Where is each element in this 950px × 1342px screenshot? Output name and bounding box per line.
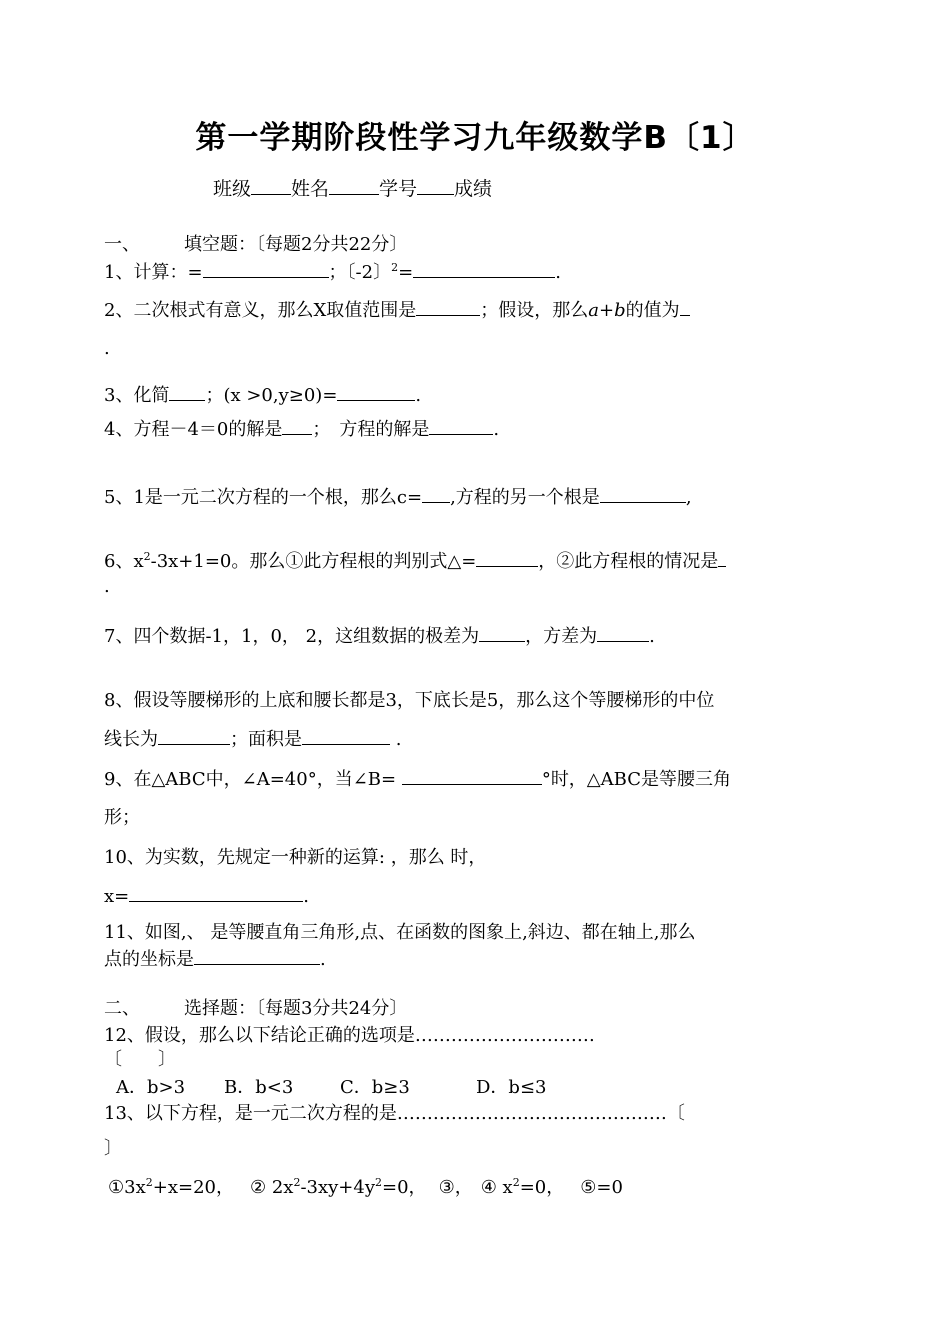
question-9-end (104, 803, 140, 829)
q13-equation-2 (250, 1177, 427, 1198)
question-1 (104, 258, 561, 284)
q6-text-c: ，②此方程根的情况是 (538, 551, 719, 572)
q8-text-b: 线长为 (104, 729, 158, 750)
q10-answer-post (267, 882, 303, 902)
q13-equation-4 (481, 1177, 565, 1198)
question-4 (104, 415, 499, 441)
student-info-line (213, 174, 492, 201)
q3-text-b: ；(x >0,y≥0)= (205, 385, 338, 406)
question-2 (104, 296, 690, 322)
q2-answer-1[interactable] (416, 296, 480, 316)
q7-text-c: . (649, 626, 655, 647)
question-9 (104, 765, 731, 791)
q13-equation-1 (108, 1177, 234, 1198)
q12-option-c[interactable]: C．b≥3 (340, 1077, 410, 1098)
q13-e4-a: ④ x (480, 1177, 513, 1198)
q11-text-c: . (320, 949, 326, 970)
q13-e4-b: =0， (519, 1177, 565, 1198)
q2-var-b: b (614, 300, 626, 321)
q3-text-a: 3、化简 (104, 385, 170, 406)
q3-answer-2[interactable] (337, 381, 415, 401)
q11-text-a: 11、如图,、 是等腰直角三角形,点、在函数的图象上,斜边、都在轴上,那么 (104, 922, 696, 943)
q6-text-a: 6、x (104, 551, 144, 572)
question-7 (104, 622, 655, 648)
question-13 (104, 1099, 685, 1125)
number-label: 学号 (379, 178, 418, 200)
q1-text-c: = (398, 262, 414, 283)
q2-var-a: a (588, 300, 599, 321)
q13-equation-5: ⑤=0 (580, 1177, 623, 1198)
q10-text-b: x= (104, 885, 130, 907)
q4-answer-1[interactable] (282, 415, 312, 435)
q10-answer-pre (129, 882, 147, 902)
q13-e2-a: ② 2x (249, 1177, 294, 1198)
section-1-number: 一、 (104, 234, 140, 255)
q13-e1-sup: 2 (145, 1176, 153, 1189)
question-6 (104, 547, 726, 573)
question-6-end (104, 576, 110, 597)
q8-answer-2[interactable] (302, 725, 390, 745)
score-label: 成绩 (454, 178, 493, 200)
q12-answer-paren[interactable]: 〔 〕 (104, 1049, 176, 1070)
q2-text-c: 的值为 (625, 300, 680, 321)
q5-text-b: ,方程的另一个根是 (450, 487, 600, 508)
section-1-title: 填空题：〔每题2分共22分〕 (184, 234, 408, 255)
q10-answer[interactable] (147, 882, 267, 902)
q8-text-c: ；面积是 (230, 729, 302, 750)
q13-paren-open[interactable]: 〔 (666, 1103, 685, 1124)
q2-answer-2[interactable] (680, 296, 690, 316)
question-10-cont (104, 882, 309, 907)
section-2-title: 选择题：〔每题3分共24分〕 (184, 998, 408, 1019)
section-1-heading (104, 230, 407, 256)
q9-text-a: 9、在△ABC中，∠A=40°，当∠B= (104, 769, 402, 790)
question-10 (104, 843, 486, 869)
q1-answer-2[interactable] (413, 258, 555, 278)
q13-e2-sup2: 2 (375, 1176, 383, 1189)
q10-text-a: 10、为实数，先规定一种新的运算: ，那么 时， (104, 847, 487, 868)
q3-answer-1[interactable] (169, 381, 205, 401)
q12-leader-dots: ………………………… (414, 1025, 595, 1046)
q3-text-c: . (415, 385, 422, 406)
question-2-end (104, 338, 110, 359)
q2-text-a: 2、二次根式有意义，那么X取值范围是 (104, 300, 417, 321)
q13-e2-sup1: 2 (293, 1176, 301, 1189)
q7-answer-2[interactable] (597, 622, 649, 642)
q12-option-b[interactable]: B．b<3 (224, 1077, 294, 1098)
q13-paren-close[interactable]: 〕 (104, 1138, 122, 1159)
question-5 (104, 483, 692, 509)
q13-e1-b: +x=20， (152, 1177, 234, 1198)
q7-answer-1[interactable] (479, 622, 525, 642)
question-12 (104, 1021, 595, 1047)
question-8-cont (104, 725, 401, 751)
q13-e4-sup: 2 (512, 1176, 520, 1189)
q11-answer[interactable] (194, 945, 320, 965)
q6-text-d: . (104, 576, 110, 597)
q4-text-c: . (493, 419, 500, 440)
section-2-number: 二、 (104, 998, 140, 1019)
q11-text-b: 点的坐标是 (104, 949, 194, 970)
q5-text-a: 5、1是一元二次方程的一个根，那么c= (104, 487, 423, 508)
q1-text-d: . (555, 262, 561, 283)
question-13-equations (108, 1173, 623, 1199)
name-field[interactable] (329, 174, 379, 195)
q5-answer-1[interactable] (422, 483, 450, 503)
q12-option-a[interactable]: A．b>3 (116, 1077, 186, 1098)
q13-e1-a: ①3x (108, 1177, 146, 1198)
question-3 (104, 381, 421, 407)
q6-answer-1[interactable] (476, 547, 538, 567)
q8-text-a: 8、假设等腰梯形的上底和腰长都是3，下底长是5，那么这个等腰梯形的中位 (104, 690, 715, 711)
q13-text-a: 13、以下方程，是一元二次方程的是 (104, 1103, 397, 1124)
q13-leader-dots: ……………………………………… (396, 1103, 667, 1124)
q12-text-a: 12、假设，那么以下结论正确的选项是 (104, 1025, 415, 1046)
q9-answer[interactable] (402, 765, 542, 785)
q2-text-d: . (104, 338, 110, 359)
question-11-cont (104, 945, 326, 971)
class-label: 班级 (213, 178, 252, 200)
q4-text-a: 4、方程－4＝0的解是 (104, 419, 283, 440)
q13-equation-3: ③， (438, 1177, 473, 1198)
q1-answer-1[interactable] (203, 258, 329, 278)
section-2-heading (104, 994, 407, 1020)
class-field[interactable] (251, 174, 291, 195)
page-title: 第一学期阶段性学习九年级数学B〔1〕 (195, 120, 755, 156)
q13-e2-b: -3xy+4y (300, 1177, 376, 1198)
q9-text-c: 形； (104, 807, 140, 828)
q7-text-a: 7、四个数据-1，1，0， 2，这组数据的极差为 (104, 626, 480, 647)
q4-answer-2[interactable] (429, 415, 493, 435)
q1-text-a: 1、计算：= (104, 262, 203, 283)
q9-text-b: °时，△ABC是等腰三角 (541, 769, 731, 790)
q6-text-b: -3x+1=0。那么①此方程根的判别式△= (150, 551, 477, 572)
q2-plus: + (599, 300, 615, 321)
number-field[interactable] (417, 174, 454, 195)
question-13-paren (104, 1134, 122, 1160)
q4-text-b: ； 方程的解是 (312, 419, 430, 440)
q6-answer-2[interactable] (718, 547, 726, 567)
q1-text-b: ；〔-2〕 (328, 262, 392, 283)
q1-superscript: 2 (391, 261, 399, 274)
question-8 (104, 686, 714, 712)
question-11 (104, 918, 696, 944)
q5-text-c: , (685, 487, 692, 508)
q12-option-d[interactable]: D．b≤3 (476, 1077, 547, 1098)
name-label: 姓名 (291, 178, 330, 200)
q13-e2-c: =0， (382, 1177, 427, 1198)
q8-answer-1[interactable] (158, 725, 230, 745)
q7-text-b: ，方差为 (525, 626, 598, 647)
q6-superscript: 2 (143, 550, 151, 563)
question-12-paren (104, 1045, 176, 1071)
q2-text-b: ；假设，那么 (480, 300, 589, 321)
q8-text-d: . (390, 729, 402, 750)
question-12-options (116, 1073, 547, 1099)
q5-answer-2[interactable] (600, 483, 686, 503)
q10-text-c: . (303, 885, 309, 907)
